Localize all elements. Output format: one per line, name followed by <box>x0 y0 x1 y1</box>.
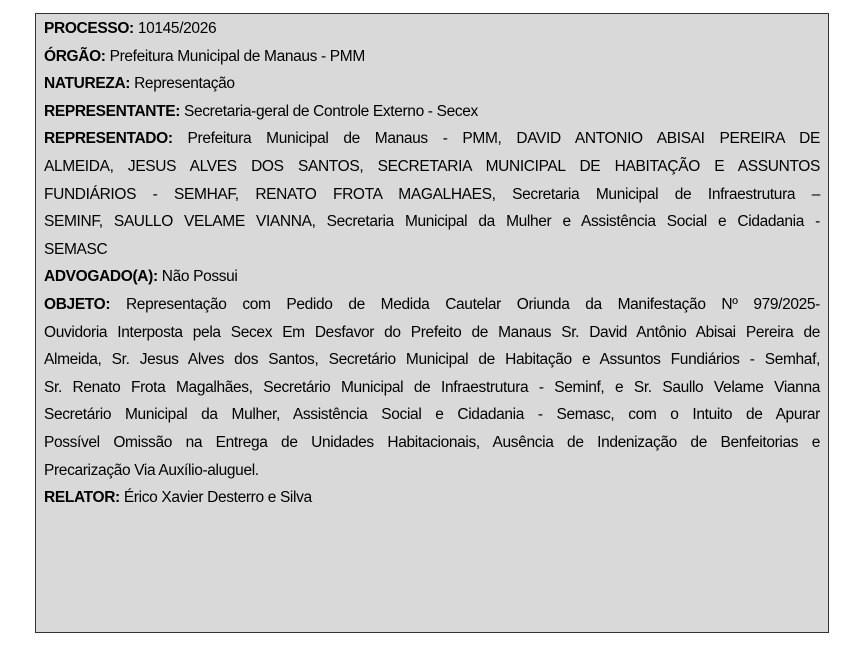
representante-label: REPRESENTANTE: <box>44 102 181 120</box>
process-info-box <box>35 13 829 633</box>
relator-value: Érico Xavier Desterro e Silva <box>123 489 312 507</box>
natureza-value: Representação <box>134 75 235 93</box>
representado-line <box>44 125 820 153</box>
relator-label: RELATOR: <box>44 489 120 507</box>
representante-row <box>44 98 820 126</box>
advogado-label: ADVOGADO(A): <box>44 268 158 286</box>
objeto-paragraph <box>44 291 820 484</box>
representado-label: REPRESENTADO: <box>44 130 173 148</box>
natureza-row <box>44 70 820 98</box>
advogado-row <box>44 263 820 291</box>
natureza-label: NATUREZA: <box>44 75 131 93</box>
representado-line: SEMINF, SAULLO VELAME VIANNA, Secretaria Municipal da Mulher e Assistência Social e Cidadania - <box>44 213 820 231</box>
objeto-line: Secretário Municipal da Mulher, Assistência Social e Cidadania - Semasc, com o Intuito de Apurar <box>44 406 820 424</box>
relator-row <box>44 484 820 512</box>
advogado-value: Não Possui <box>161 268 238 286</box>
processo-row <box>44 15 820 43</box>
objeto-line: Sr. Renato Frota Magalhães, Secretário Municipal de Infraestrutura - Seminf, e Sr. Saullo Velame Vianna <box>44 378 820 396</box>
objeto-line: Ouvidoria Interposta pela Secex Em Desfavor do Prefeito de Manaus Sr. David Antônio Abisai Pereira de <box>44 323 820 341</box>
processo-value: 10145/2026 <box>137 20 217 37</box>
representado-line: FUNDIÁRIOS - SEMHAF, RENATO FROTA MAGALHAES, Secretaria Municipal de Infraestrutura – <box>44 185 820 203</box>
representante-value: Secretaria-geral de Controle Externo - Secex <box>184 102 478 120</box>
objeto-label: OBJETO: <box>44 295 111 313</box>
orgao-value: Prefeitura Municipal de Manaus - PMM <box>109 47 365 65</box>
orgao-row <box>44 43 820 71</box>
processo-label: PROCESSO: <box>44 20 134 37</box>
representado-line: SEMASC <box>44 240 108 258</box>
representado-text: Prefeitura Municipal de Manaus - PMM, DAVID ANTONIO ABISAI PEREIRA DE <box>187 130 820 148</box>
objeto-text: Representação com Pedido de Medida Cautelar Oriunda da Manifestação Nº 979/2025- <box>125 295 820 313</box>
objeto-line <box>44 291 820 319</box>
objeto-line: Possível Omissão na Entrega de Unidades Habitacionais, Ausência de Indenização de Benfeitorias e <box>44 433 820 451</box>
representado-line: ALMEIDA, JESUS ALVES DOS SANTOS, SECRETARIA MUNICIPAL DE HABITAÇÃO E ASSUNTOS <box>44 157 820 175</box>
orgao-label: ÓRGÃO: <box>44 47 106 65</box>
objeto-line: Precarização Via Auxílio-aluguel. <box>44 461 259 479</box>
representado-paragraph <box>44 125 820 263</box>
objeto-line: Almeida, Sr. Jesus Alves dos Santos, Secretário Municipal de Habitação e Assuntos Fundiários - Semhaf, <box>44 351 820 369</box>
